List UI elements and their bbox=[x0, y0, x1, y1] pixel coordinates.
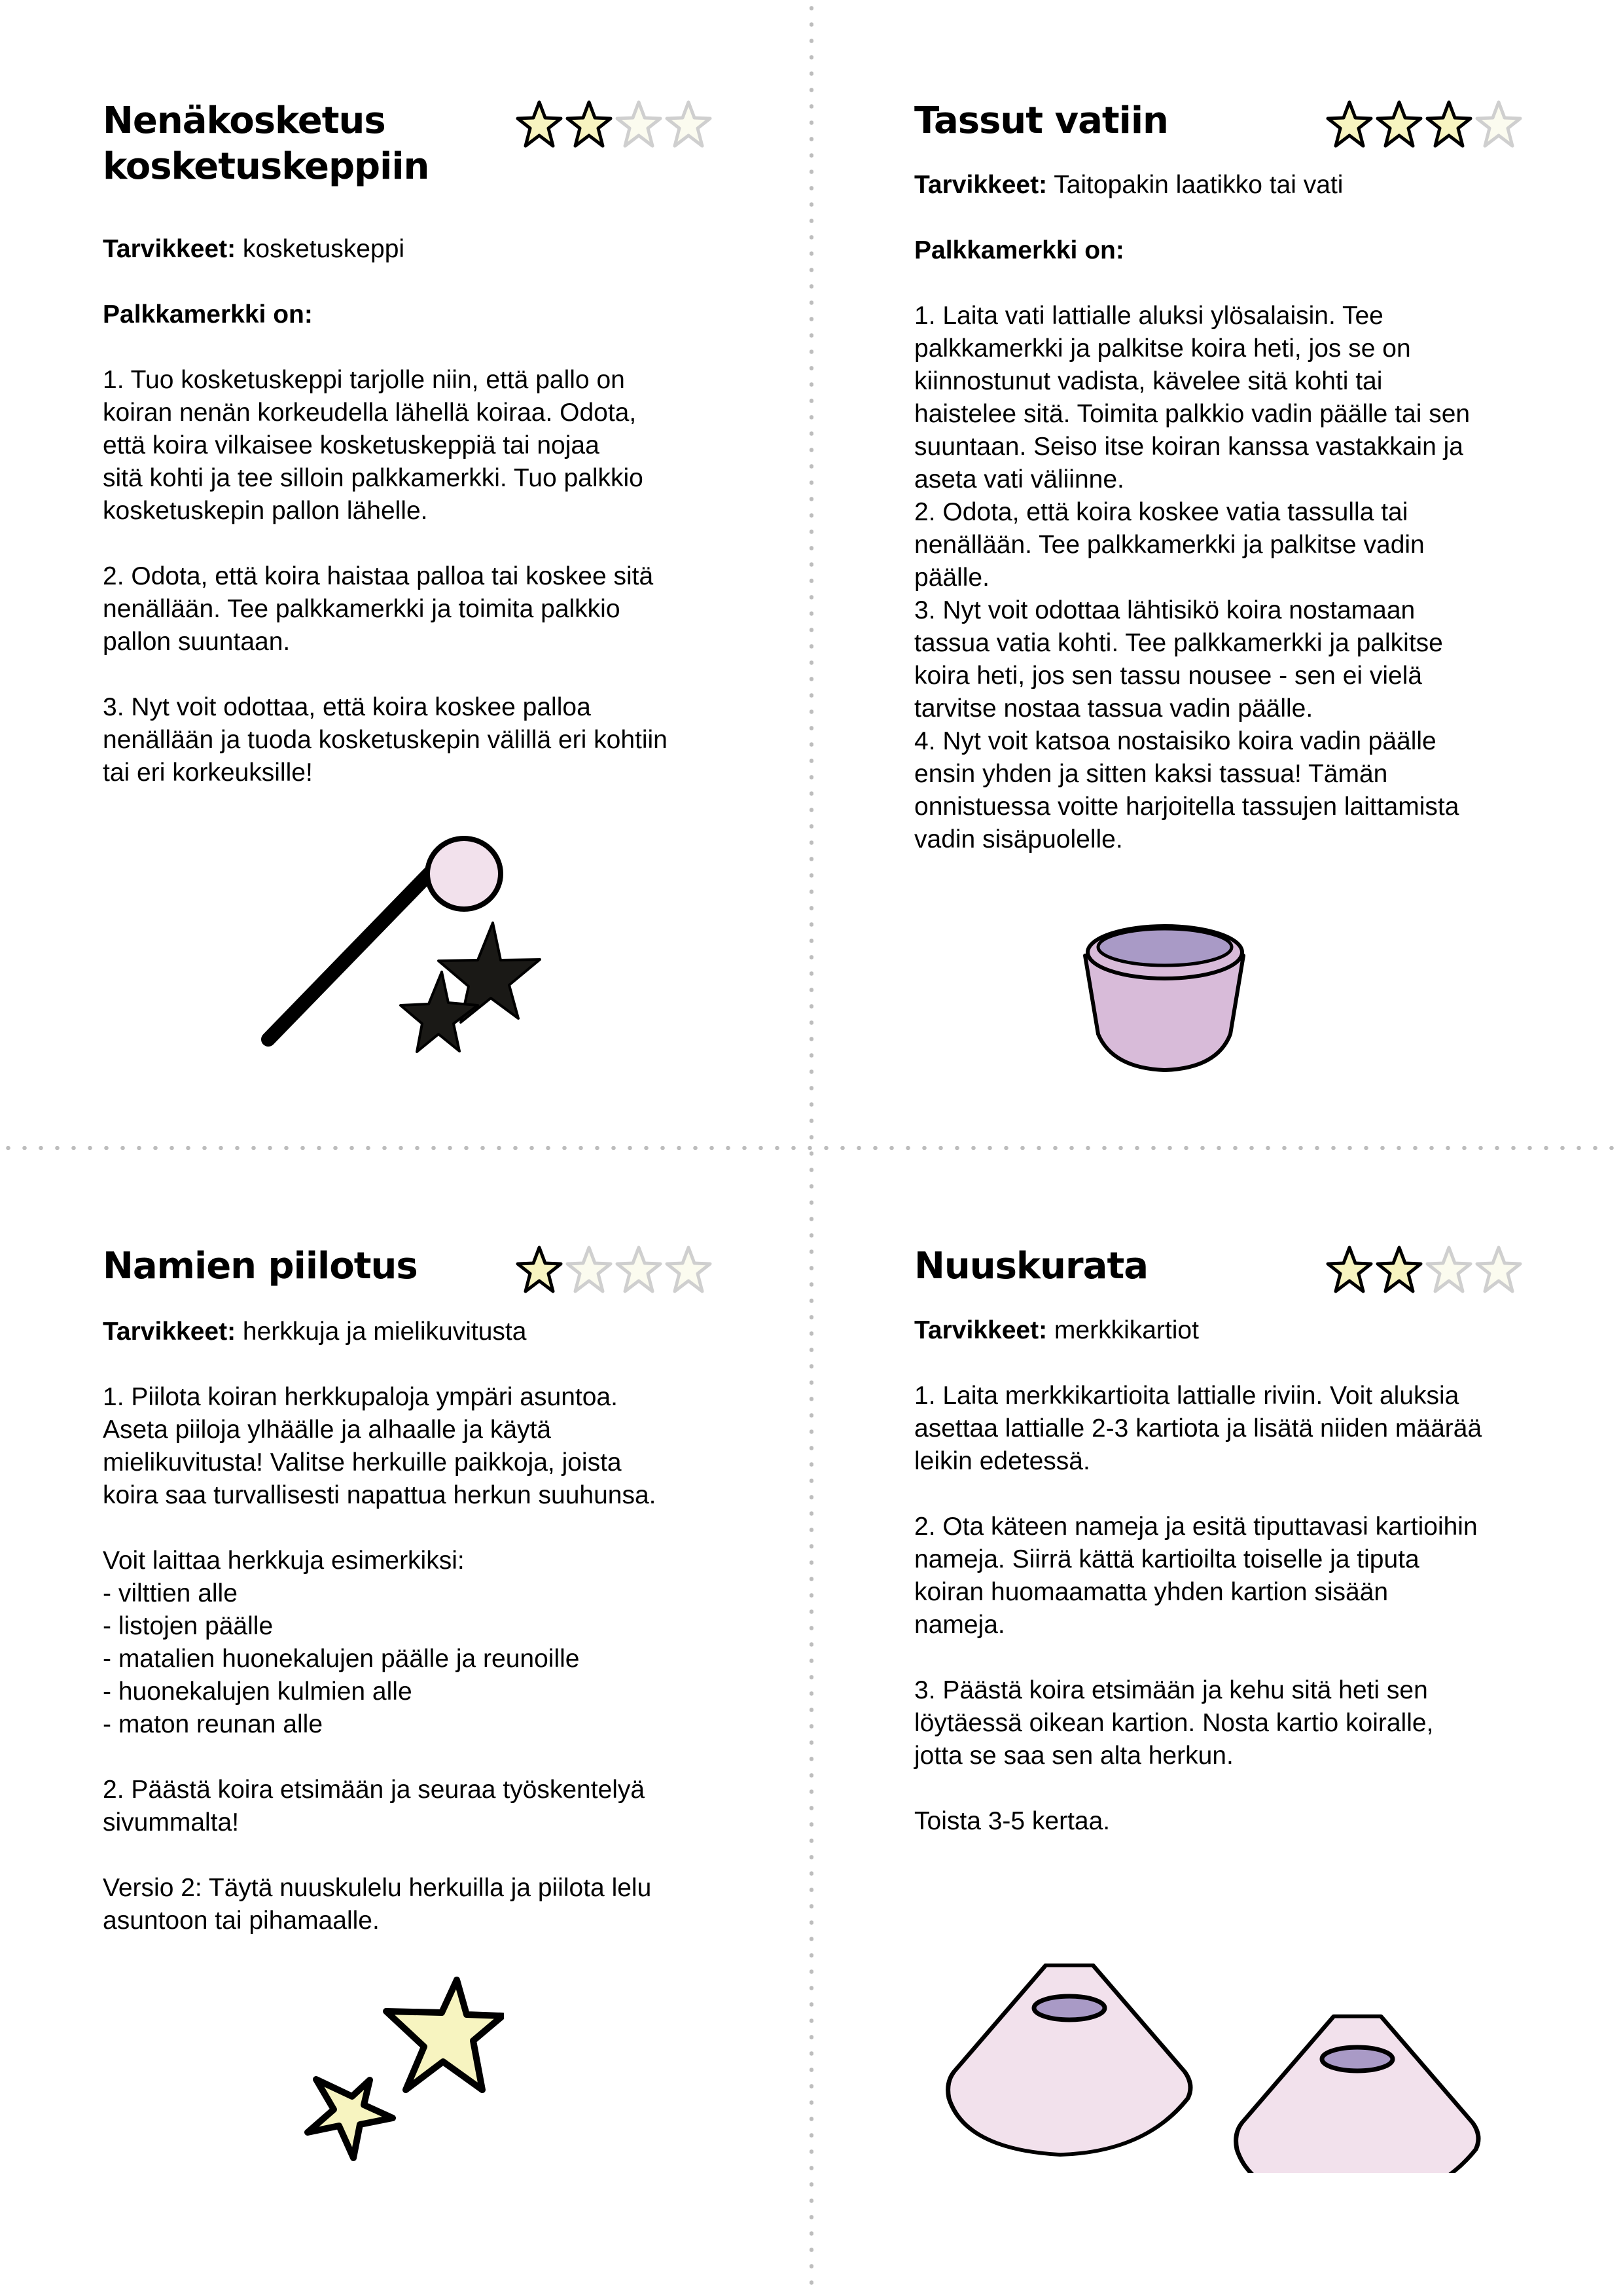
touch-stick-illustration bbox=[249, 831, 589, 1067]
supplies-label: Tarvikkeet: bbox=[914, 1316, 1048, 1344]
supplies-value: Taitopakin laatikko tai vati bbox=[1054, 171, 1344, 199]
supplies-label: Tarvikkeet: bbox=[103, 235, 236, 263]
reward-marker-label: Palkkamerkki on: bbox=[103, 300, 313, 329]
card-title: Nenäkosketus kosketuskeppiin bbox=[103, 99, 429, 188]
cone-icon bbox=[948, 1965, 1190, 2173]
star-empty-icon bbox=[1474, 1244, 1523, 1295]
supplies-line bbox=[103, 233, 757, 266]
star-empty-icon bbox=[664, 1244, 713, 1295]
star-empty-icon bbox=[615, 98, 663, 149]
instructions: 1. Piilota koiran herkkupaloja ympäri asuntoa. Aseta piiloja ylhäälle ja alhaalle ja käytä mielikuvitusta! Valitse herkuille paikkoja, joista koira saa turvallisesti napattua herkun suuhunsa. Voit laittaa herkkuja esimerkiksi: - vilttien alle - listojen päälle - matalien huonekalujen päälle ja reunoille - huonekalujen kulmien alle - maton reunan alle 2. Päästä koira etsimään ja seuraa työskentelyä sivummalta! Versio 2: Täytä nuuskulelu herkuilla ja piilota lelu asuntoon tai pihamaalle. bbox=[103, 1383, 656, 1935]
star-filled-icon bbox=[1325, 1244, 1374, 1295]
star-filled-icon bbox=[515, 98, 563, 149]
yellow-star-icon bbox=[308, 2079, 393, 2158]
card-sniff-course bbox=[914, 1244, 1569, 1838]
card-nose-touch bbox=[103, 98, 757, 789]
stick-ball-icon bbox=[427, 838, 501, 909]
yellow-star-icon bbox=[386, 1980, 503, 2090]
instructions: 1. Laita vati lattialle aluksi ylösalaisin. Tee palkkamerkki ja palkitse koira heti, jos se on kiinnostunut vadista, kävelee sitä kohti tai haistelee sitä. Toimita palkkio vadin päälle tai sen suuntaan. Seiso itse koiran kanssa vastakkain ja aseta vati väliinne. 2. Odota, että koira koskee vatia tassulla tai nenällään. Tee palkkamerkki ja palkitse vadin päälle. 3. Nyt voit odottaa lähtisikö koira nostamaan tassua vatia kohti. Tee palkkamerkki ja palkitse koira heti, jos sen tassu nousee - sen ei vielä tarvitse nostaa tassua vadin päälle. 4. Nyt voit katsoa nostaisiko koira vadin päälle ensin yhden ja sitten kaksi tassua! Tämän onnistuessa voitte harjoitella tassujen laittamista vadin sisäpuolelle. bbox=[914, 302, 1471, 853]
star-empty-icon bbox=[1474, 98, 1523, 149]
star-filled-icon bbox=[1375, 1244, 1423, 1295]
bowl-illustration bbox=[1073, 916, 1257, 1073]
supplies-line bbox=[103, 1316, 757, 1348]
difficulty-rating bbox=[1325, 98, 1523, 149]
reward-marker-label: Palkkamerkki on: bbox=[914, 236, 1124, 264]
star-empty-icon bbox=[615, 1244, 663, 1295]
star-empty-icon bbox=[664, 98, 713, 149]
supplies-value: merkkikartiot bbox=[1054, 1316, 1199, 1344]
cone-icon bbox=[1236, 2017, 1478, 2173]
horizontal-cut-line bbox=[0, 1146, 1623, 1150]
star-filled-icon bbox=[1425, 98, 1473, 149]
cones-illustration bbox=[936, 1964, 1499, 2173]
instructions: 1. Tuo kosketuskeppi tarjolle niin, että pallo on koiran nenän korkeudella lähellä koiraa. Odota, että koira vilkaisee kosketuskeppiä tai nojaa sitä kohti ja tee silloin palkkamerkki. Tuo palkkio kosketuskepin pallon lähelle. 2. Odota, että koira haistaa palloa tai koskee sitä nenällään. Tee palkkamerkki ja toimita palkkio pallon suuntaan. 3. Nyt voit odottaa, että koira koskee palloa nenällään ja tuoda kosketuskepin välillä eri kohtiin tai eri korkeuksille! bbox=[103, 366, 668, 787]
card-paws-in-bowl bbox=[914, 98, 1569, 856]
difficulty-rating bbox=[515, 98, 713, 149]
card-title: Nuuskurata bbox=[914, 1245, 1149, 1287]
difficulty-rating bbox=[515, 1244, 713, 1295]
supplies-value: kosketuskeppi bbox=[242, 235, 405, 263]
card-treat-hiding bbox=[103, 1244, 757, 1937]
card-title: Namien piilotus bbox=[103, 1245, 418, 1287]
card-title: Tassut vatiin bbox=[914, 99, 1168, 142]
stars-illustration bbox=[294, 1970, 504, 2166]
star-filled-icon bbox=[565, 98, 613, 149]
star-filled-icon bbox=[1375, 98, 1423, 149]
supplies-line bbox=[914, 169, 1569, 202]
star-empty-icon bbox=[565, 1244, 613, 1295]
supplies-label: Tarvikkeet: bbox=[103, 1318, 236, 1346]
supplies-value: herkkuja ja mielikuvitusta bbox=[242, 1318, 527, 1346]
instructions: 1. Laita merkkikartioita lattialle riviin. Voit aluksia asettaa lattialle 2-3 kartiota ja lisätä niiden määrää leikin edetessä. 2. Ota käteen nameja ja esitä tiputtavasi kartioihin nameja. Siirrä kättä kartioilta toiselle ja tiputa koiran huomaamatta yhden kartion sisään nameja. 3. Päästä koira etsimään ja kehu sitä heti sen löytäessä oikean kartion. Nosta kartio koiralle, jotta se saa sen alta herkun. Toista 3-5 kertaa. bbox=[914, 1382, 1482, 1835]
star-empty-icon bbox=[1425, 1244, 1473, 1295]
difficulty-rating bbox=[1325, 1244, 1523, 1295]
star-filled-icon bbox=[515, 1244, 563, 1295]
star-filled-icon bbox=[1325, 98, 1374, 149]
supplies-label: Tarvikkeet: bbox=[914, 171, 1048, 199]
supplies-line bbox=[914, 1314, 1569, 1347]
